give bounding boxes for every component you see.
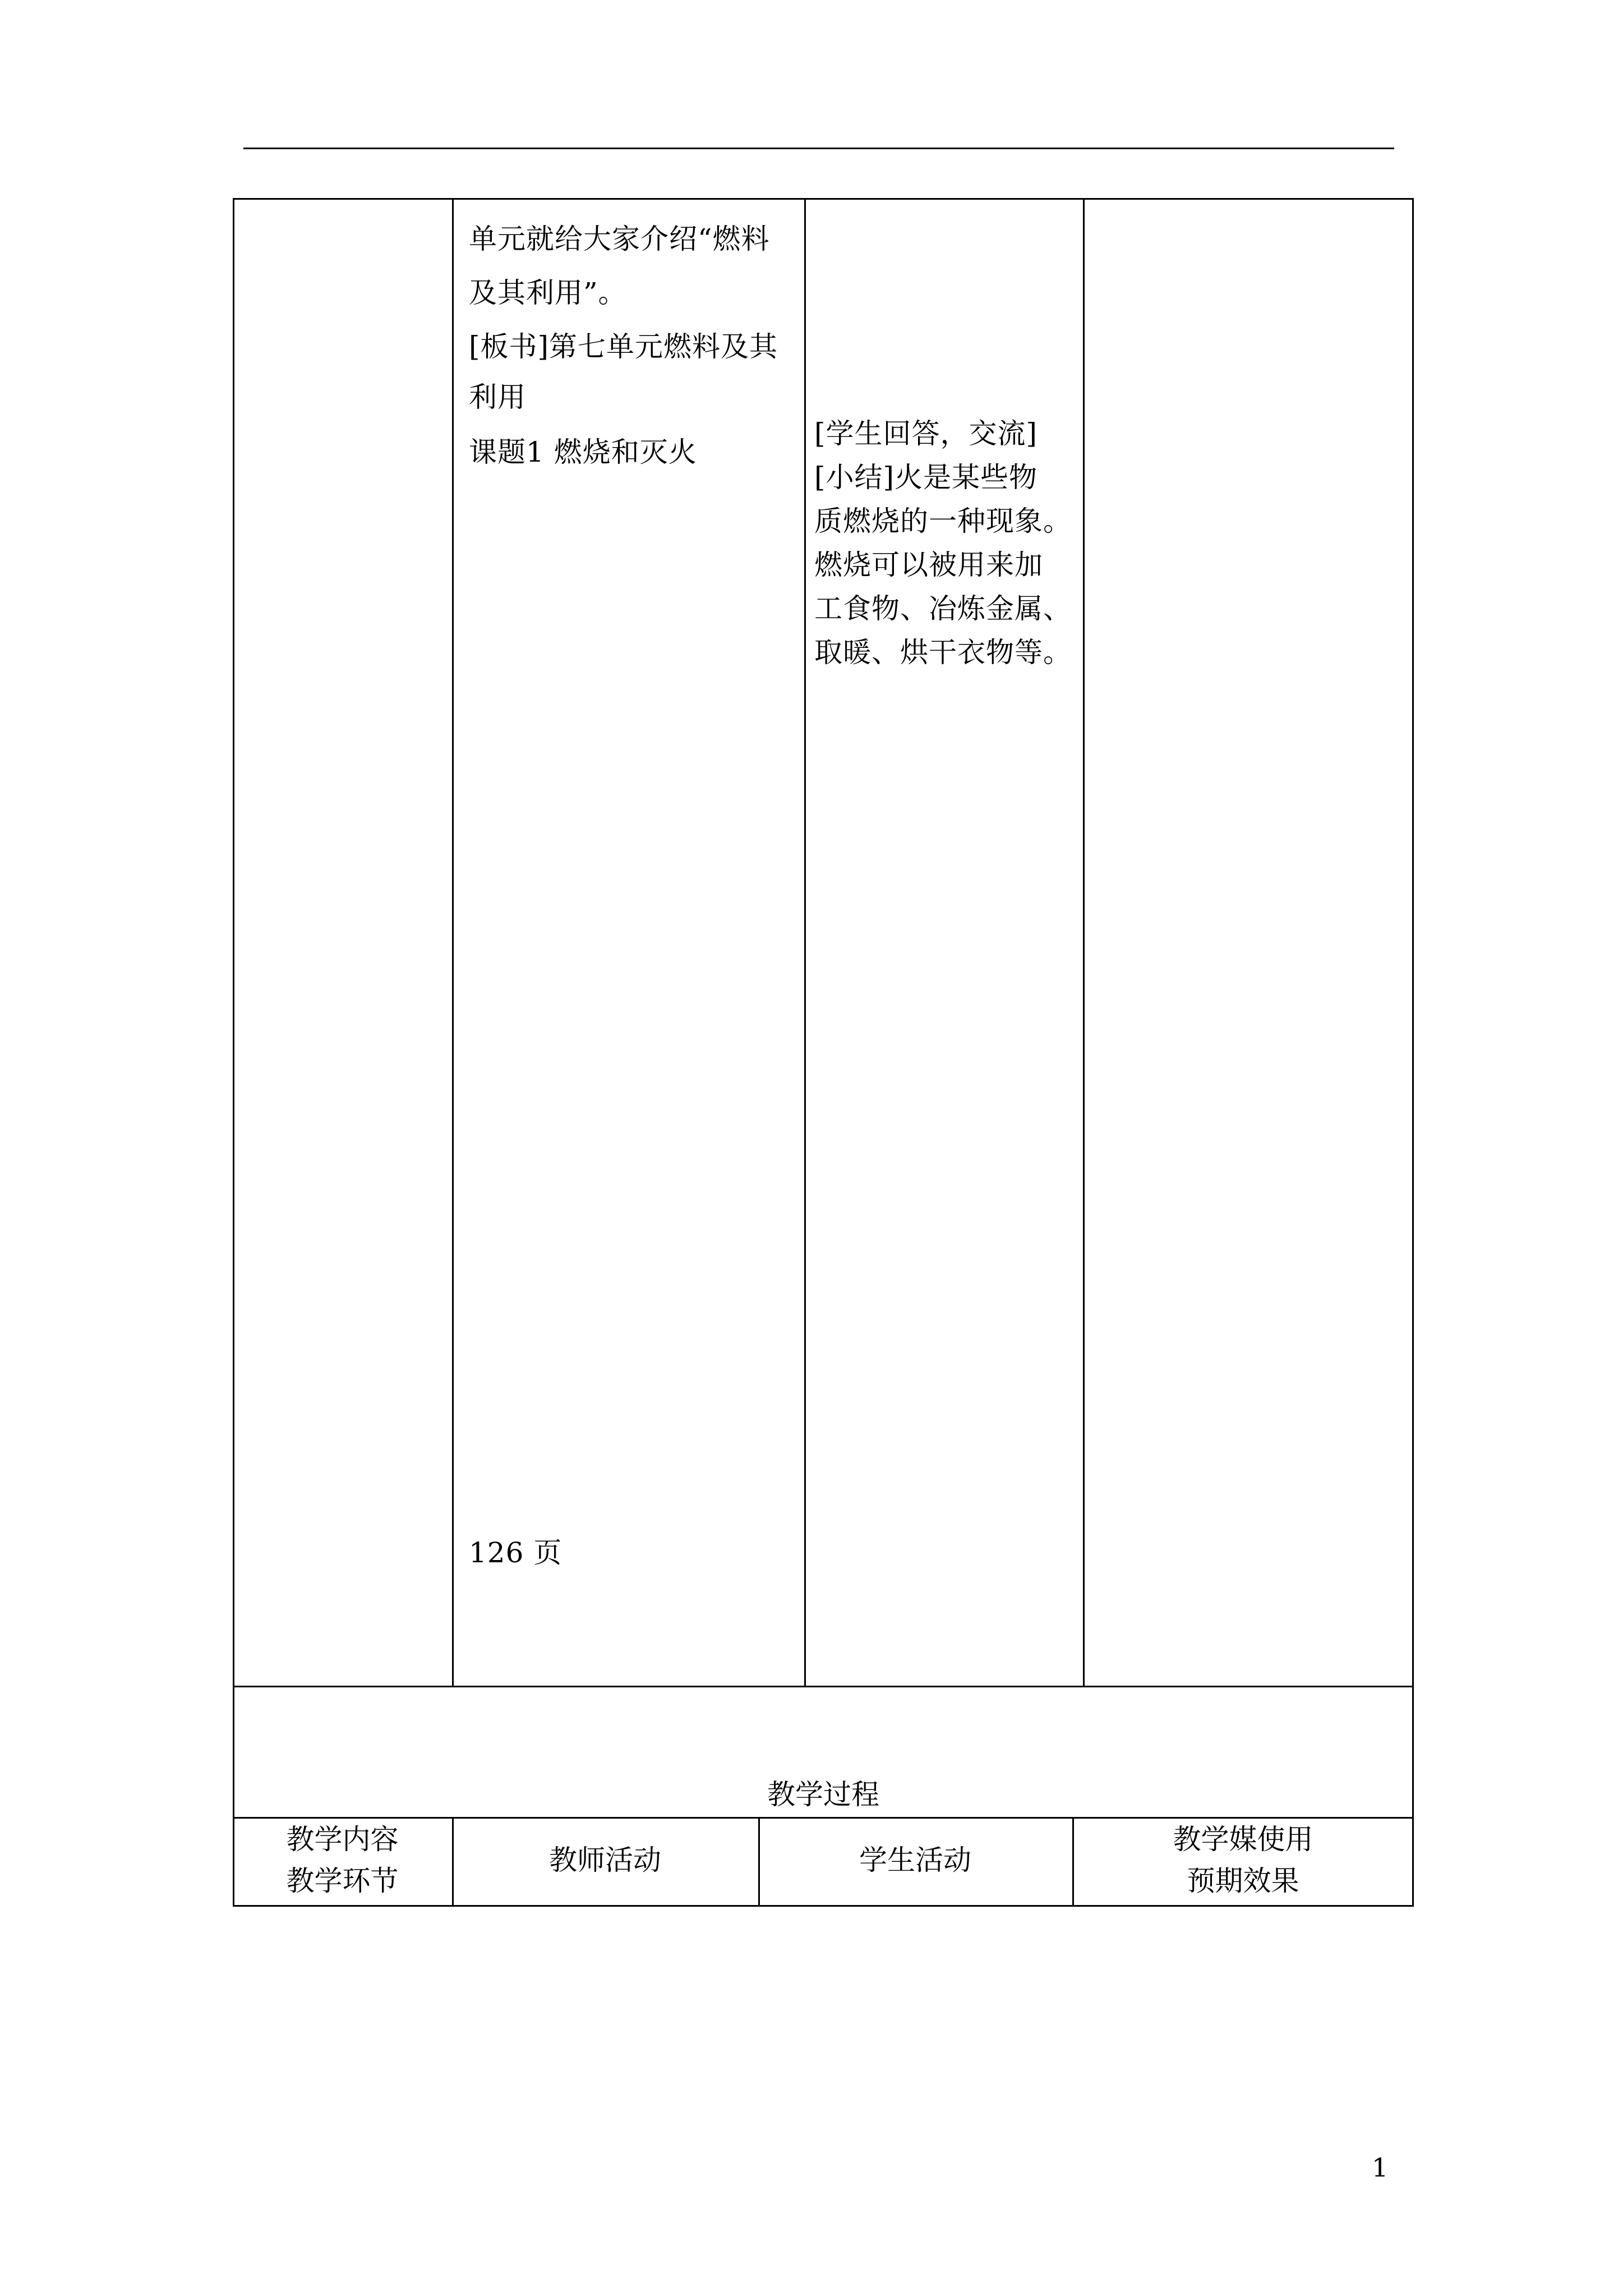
header-stage-label: 教学环节	[286, 1865, 399, 1897]
teacher-activity-line-4: 利用	[469, 381, 526, 413]
page-number: 1	[1372, 2152, 1389, 2183]
upper-table-divider-2	[804, 198, 806, 1687]
teaching-process-title: 教学过程	[767, 1778, 879, 1811]
student-activity-line-5: 工食物、冶炼金属、	[814, 592, 1072, 625]
header-content-label: 教学内容	[286, 1823, 399, 1856]
student-activity-line-4: 燃烧可以被用来加	[814, 549, 1043, 581]
student-activity-line-1: [学生回答，交流]	[814, 417, 1038, 450]
page-reference: 126 页	[469, 1536, 562, 1569]
header-teacher-activity: 教师活动	[549, 1844, 661, 1876]
teacher-activity-line-2: 及其利用”。	[469, 277, 627, 309]
student-activity-line-2: [小结]火是某些物	[814, 461, 1038, 494]
header-media-use: 教学媒使用	[1173, 1823, 1313, 1856]
teacher-activity-line-1: 单元就给大家介绍“燃料	[469, 223, 770, 255]
upper-table-divider-3	[1083, 198, 1085, 1687]
teacher-activity-line-3: [板书]第七单元燃料及其	[469, 330, 778, 363]
upper-table-divider-1	[452, 198, 454, 1687]
student-activity-line-6: 取暖、烘干衣物等。	[814, 636, 1072, 669]
student-activity-line-3: 质燃烧的一种现象。	[814, 505, 1072, 537]
header-expected-effect: 预期效果	[1187, 1865, 1299, 1897]
teacher-activity-line-5: 课题1 燃烧和灭火	[469, 436, 697, 468]
header-student-activity: 学生活动	[859, 1844, 971, 1876]
header-rule	[243, 148, 1394, 149]
